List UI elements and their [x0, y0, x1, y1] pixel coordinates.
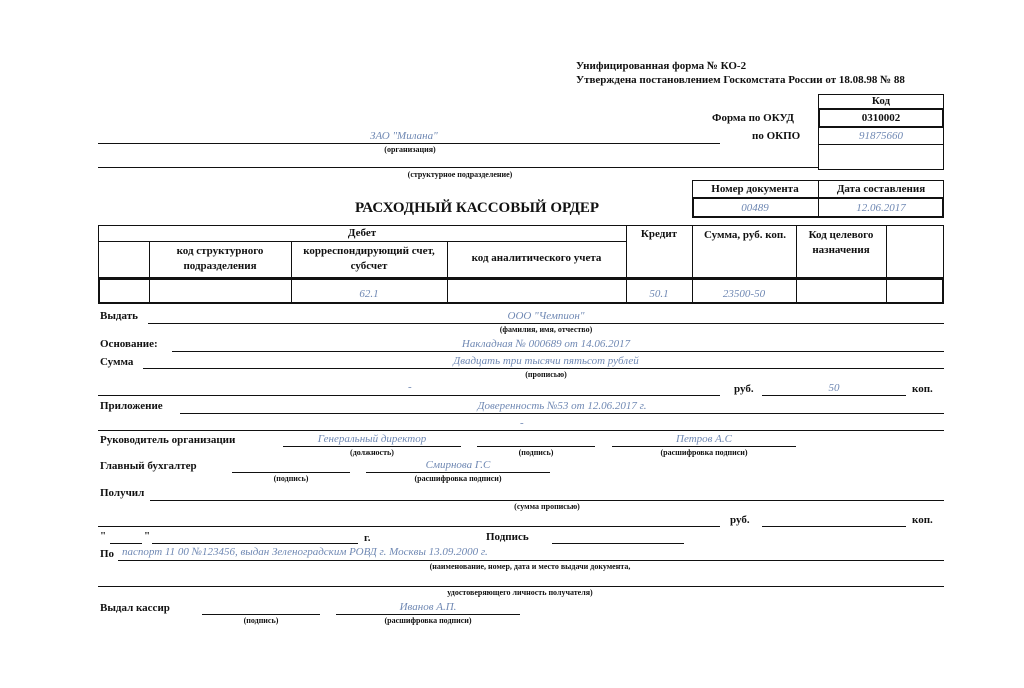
- received-label: Получил: [100, 487, 145, 499]
- signature-label: Подпись: [486, 531, 529, 543]
- attachment-value: Доверенность №53 от 12.06.2017 г.: [477, 400, 647, 412]
- received-line: [150, 500, 944, 501]
- doc-caption-1: (наименование, номер, дата и место выдачи документа,: [429, 562, 631, 571]
- quote-close: ": [144, 530, 151, 542]
- col-subdivision: код структурного подразделения: [176, 244, 264, 272]
- received-sum-line: [98, 526, 720, 527]
- day-line: [110, 543, 142, 544]
- cashier-name-line: [336, 614, 520, 615]
- director-name-line: [612, 446, 796, 447]
- doc-number-value: 00489: [741, 201, 769, 214]
- attachment-dash: -: [520, 417, 524, 429]
- okud-label: Форма по ОКУД: [712, 112, 794, 124]
- received-rub-label: руб.: [730, 514, 750, 526]
- by-line: [118, 560, 944, 561]
- by-value: паспорт 11 00 №123456, выдан Зеленоградским РОВД г. Москвы 13.09.2000 г.: [122, 546, 488, 558]
- kop-label: коп.: [912, 383, 933, 395]
- basis-label: Основание:: [100, 338, 158, 350]
- col-sum: Сумма, руб. коп.: [703, 229, 787, 241]
- organization-line: [98, 143, 720, 144]
- accountant-name: Смирнова Г.С: [425, 459, 491, 471]
- col-line: [886, 225, 887, 304]
- row-sum: 23500-50: [722, 288, 766, 300]
- organization-value: ЗАО "Милана": [370, 130, 438, 142]
- issue-line: [148, 323, 944, 324]
- director-name-caption: (расшифровка подписи): [660, 448, 748, 457]
- col-purpose: Код целевого назначения: [808, 229, 874, 257]
- doc-number-label: Номер документа: [711, 182, 799, 195]
- sum-line: [143, 368, 944, 369]
- cashier-name-caption: (расшифровка подписи): [384, 616, 472, 625]
- director-position: Генеральный директор: [317, 433, 427, 445]
- quote-open: ": [100, 530, 107, 542]
- cashier-signature-line: [202, 614, 320, 615]
- accountant-signature-caption: (подпись): [273, 474, 309, 483]
- doc-caption-2: удостоверяющего личность получателя): [447, 588, 593, 597]
- sum-label: Сумма: [100, 356, 134, 368]
- director-signature-line: [477, 446, 595, 447]
- accounts-table-row: [98, 278, 944, 304]
- document-title: РАСХОДНЫЙ КАССОВЫЙ ОРДЕР: [355, 200, 600, 216]
- sum-value: Двадцать три тысячи пятьсот рублей: [453, 355, 639, 367]
- month-year-line: [152, 543, 358, 544]
- by-label: По: [100, 548, 115, 560]
- accountant-label: Главный бухгалтер: [100, 460, 197, 472]
- sum-rub-line: [98, 395, 720, 396]
- director-position-caption: (должность): [350, 448, 394, 457]
- doc-date-label: Дата составления: [836, 182, 926, 195]
- sum-caption: (прописью): [525, 370, 567, 379]
- okpo-value: 91875660: [859, 130, 903, 142]
- okud-value: 0310002: [861, 112, 901, 124]
- issue-label: Выдать: [100, 310, 138, 322]
- col-corr-account: корреспондирующий счет, субсчет: [303, 244, 435, 272]
- form-approval-line: Утверждена постановлением Госкомстата России от 18.08.98 № 88: [576, 74, 905, 86]
- accountant-name-caption: (расшифровка подписи): [414, 474, 502, 483]
- year-suffix: г.: [364, 532, 371, 544]
- issue-caption: (фамилия, имя, отчество): [499, 325, 593, 334]
- col-credit: Кредит: [640, 228, 678, 240]
- cashier-label: Выдал кассир: [100, 602, 170, 614]
- debit-header: Дебет: [347, 227, 377, 239]
- subdivision-line: [98, 167, 818, 168]
- row-corr-account: 62.1: [359, 288, 379, 300]
- director-label: Руководитель организации: [100, 434, 236, 446]
- director-name: Петров А.С: [676, 433, 732, 445]
- basis-value: Накладная № 000689 от 14.06.2017: [461, 338, 631, 350]
- director-signature-caption: (подпись): [518, 448, 554, 457]
- received-kop-line: [762, 526, 906, 527]
- director-position-line: [283, 446, 461, 447]
- attachment-label: Приложение: [100, 400, 163, 412]
- kop-value: 50: [828, 382, 840, 394]
- kop-line: [762, 395, 906, 396]
- cashier-signature-caption: (подпись): [243, 616, 279, 625]
- cashier-name: Иванов А.П.: [399, 601, 457, 613]
- col-analytic: код аналитического учета: [471, 252, 602, 265]
- doc-line-2: [98, 586, 944, 587]
- sum-rub-dash: -: [408, 381, 412, 393]
- issue-value: ООО "Чемпион": [507, 310, 585, 322]
- rub-label: руб.: [734, 383, 754, 395]
- accountant-name-line: [366, 472, 550, 473]
- received-kop-label: коп.: [912, 514, 933, 526]
- doc-date-value: 12.06.2017: [856, 201, 906, 214]
- receiver-signature-line: [552, 543, 684, 544]
- basis-line: [172, 351, 944, 352]
- form-number-line: Унифицированная форма № КО-2: [576, 60, 747, 72]
- okpo-label: по ОКПО: [752, 130, 801, 142]
- subdivision-caption: (структурное подразделение): [407, 170, 513, 179]
- code-header: Код: [871, 95, 891, 107]
- okpo-divider: [818, 144, 944, 145]
- accountant-signature-line: [232, 472, 350, 473]
- attachment-line: [180, 413, 944, 414]
- organization-caption: (организация): [384, 145, 436, 154]
- attachment-line-2: [98, 430, 944, 431]
- received-caption: (сумма прописью): [514, 502, 580, 511]
- row-credit: 50.1: [649, 288, 669, 300]
